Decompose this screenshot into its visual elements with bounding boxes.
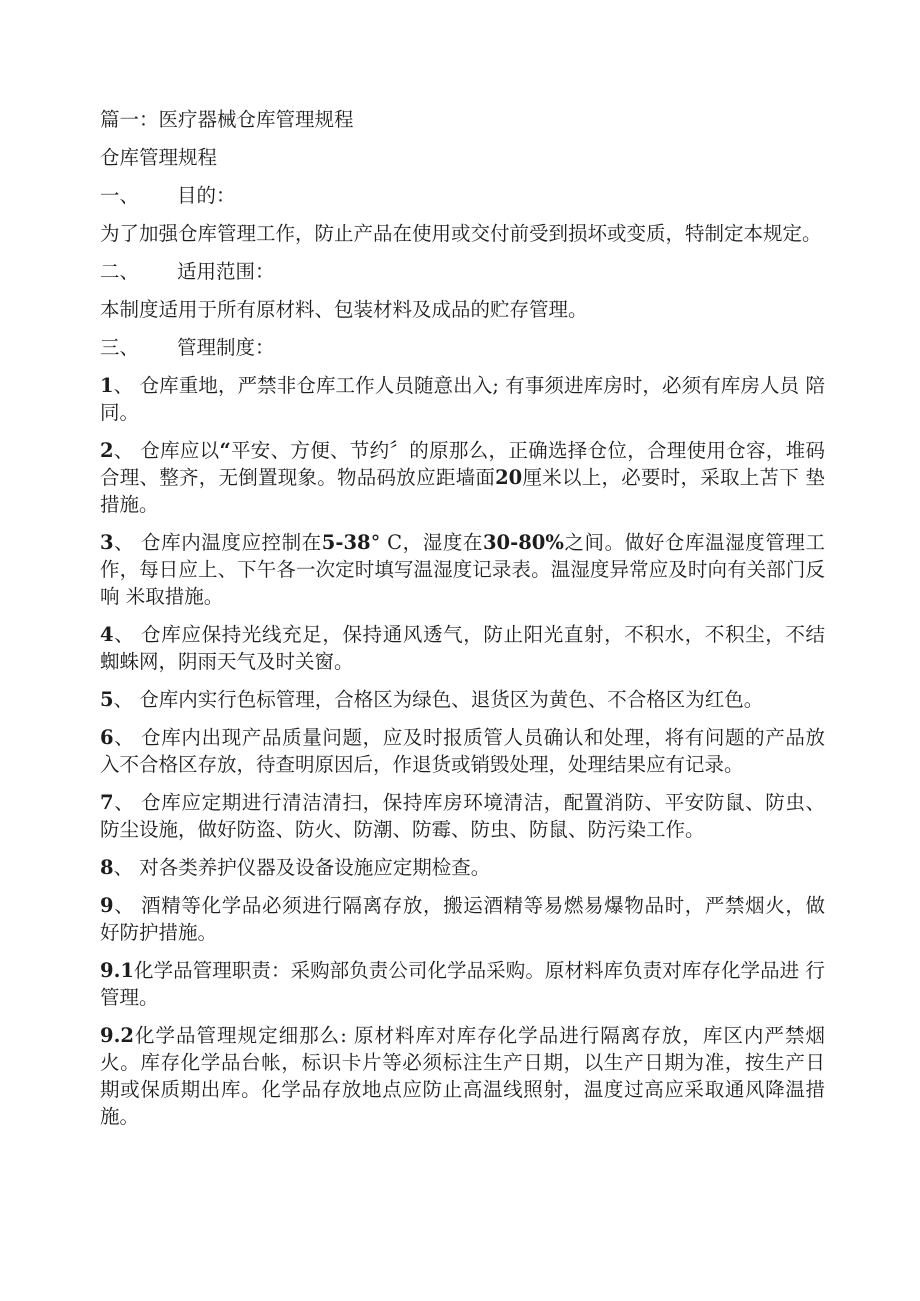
paragraph: 4、 仓库应保持光线充足，保持通风透气，防止阳光直射，不积水，不积尘，不结 蜘蛛网，阴雨天气及时关窗。 bbox=[100, 623, 825, 673]
paragraph: 1、 仓库重地，严禁非仓库工作人员随意出入; 有事须进库房时，必须有库房人员 陪同。 bbox=[100, 374, 825, 424]
paragraph: 篇一：医疗器械仓库管理规程 bbox=[100, 108, 354, 131]
paragraph: 9.2化学品管理规定细那么: 原材料库对库存化学品进行隔离存放，库区内严禁烟 火。库存化学品台帐，标识卡片等必须标注生产日期，以生产日期为准，按生产日 期或保质期出库。化学品存放地点应防止高温线照射，温度过高应采取通风降温措 施。 bbox=[100, 1024, 825, 1128]
section-title: 适用范围： bbox=[177, 260, 275, 283]
paragraph: 仓库管理规程 bbox=[100, 146, 218, 169]
section-heading bbox=[100, 182, 825, 209]
paragraph: 5、 仓库内实行色标管理，合格区为绿色、退货区为黄色、不合格区为红色。 bbox=[100, 688, 764, 711]
section-title: 管理制度： bbox=[177, 336, 275, 359]
paragraph: 为了加强仓库管理工作，防止产品在使用或交付前受到损坏或变质，特制定本规定。 bbox=[100, 222, 822, 245]
paragraph: 6、 仓库内出现产品质量问题，应及时报质管人员确认和处理，将有问题的产品放 入不合格区存放，待查明原因后，作退货或销毁处理，处理结果应有记录。 bbox=[100, 726, 825, 776]
section-heading bbox=[100, 258, 825, 285]
paragraph: 2、 仓库应以“平安、方便、节约〞的原那么，正确选择仓位，合理使用仓容，堆码合理、整齐，无倒置现象。物品码放应距墙面20厘米以上，必要时，采取上苫下 垫措施。 bbox=[100, 439, 825, 516]
paragraph: 9.1化学品管理职责：采购部负责公司化学品采购。原材料库负责对库存化学品进 行管理。 bbox=[100, 959, 825, 1009]
paragraph: 本制度适用于所有原材料、包装材料及成品的贮存管理。 bbox=[100, 298, 588, 321]
document-body bbox=[100, 106, 825, 1130]
paragraph: 3、 仓库内温度应控制在5-38° C，湿度在30-80%之间。做好仓库温湿度管理工作，每日应上、下午各一次定时填写温湿度记录表。温湿度异常应及时向有关部门反响 米取措施。 bbox=[100, 531, 825, 608]
paragraph: 8、 对各类养护仪器及设备设施应定期检查。 bbox=[100, 856, 491, 879]
section-number: 二、 bbox=[100, 260, 140, 283]
section-number: 一、 bbox=[100, 184, 140, 207]
section-title: 目的： bbox=[177, 184, 236, 207]
section-heading bbox=[100, 334, 825, 361]
paragraph: 7、 仓库应定期进行清洁清扫，保持库房环境清洁，配置消防、平安防鼠、防虫、 防尘设施，做好防盗、防火、防潮、防霉、防虫、防鼠、防污染工作。 bbox=[100, 791, 825, 841]
paragraph: 9、 酒精等化学品必须进行隔离存放，搬运酒精等易燃易爆物品时，严禁烟火，做 好防护措施。 bbox=[100, 894, 825, 944]
section-number: 三、 bbox=[100, 336, 140, 359]
